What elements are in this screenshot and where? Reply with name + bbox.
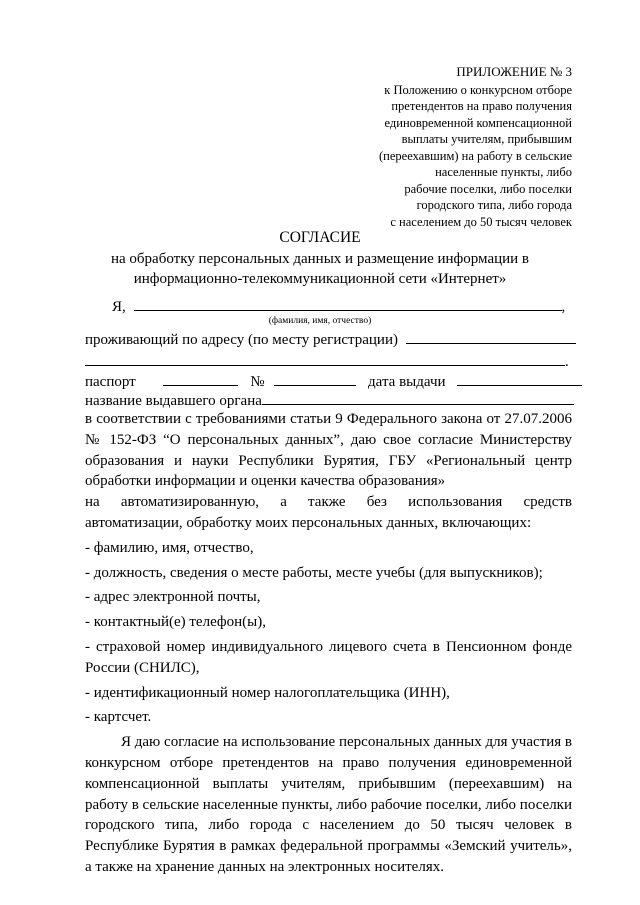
name-caption: (фамилия, имя, отчество): [268, 316, 372, 326]
passport-number-label: №: [250, 374, 265, 390]
name-prefix: Я,: [112, 299, 126, 315]
document-subtitle-line: информационно-телекоммуникационной сети «Интернет»: [133, 271, 507, 287]
passport-series-field[interactable]: [163, 372, 238, 386]
appendix-heading: ПРИЛОЖЕНИЕ № 3: [456, 64, 572, 79]
address-field[interactable]: [406, 330, 576, 344]
list-item: - контактный(е) телефон(ы),: [85, 614, 266, 631]
consent-paragraph: Я даю согласие на использование персональных данных для участия в конкурсном отборе претендентов на право получения единовременной компенсационной выплаты учителям, прибывшим (переехавшим) на работу в сельские населенные пункты, либо рабочие поселки, либо поселки городского типа, либо города с населением до 50 тысяч человек в Республике Бурятия в рамках федеральной программы «Земский учитель», а также на хранение данных на электронных носителях.: [85, 734, 572, 875]
appendix-line: с населением до 50 тысяч человек: [390, 214, 572, 229]
list-item: - страховой номер индивидуального лицевого счета в Пенсионном фонде России (СНИЛС),: [85, 638, 572, 676]
list-item: - фамилию, имя, отчество,: [85, 539, 254, 556]
address-line-2: [85, 352, 572, 371]
appendix-header: [379, 64, 572, 230]
list-item: - идентификационный номер налогоплательщика (ИНН),: [85, 684, 450, 701]
passport-line: [85, 372, 572, 391]
passport-number-field[interactable]: [274, 372, 356, 386]
name-suffix: ,: [561, 299, 566, 315]
address-field-continued[interactable]: [85, 352, 565, 366]
legal-basis-paragraph: в соответствии с требованиями статьи 9 Федерального закона от 27.07.2006 № 152-ФЗ “О персональных данных”, даю свое согласие Министерству образования и науки Республики Бурятия, ГБУ «Региональный центр обработки информации и оценки качества образования»: [85, 411, 572, 490]
address-label: проживающий по адресу (по месту регистрации): [85, 332, 398, 348]
appendix-line: единовременной компенсационной: [384, 115, 572, 130]
appendix-line: населенные пункты, либо: [435, 165, 572, 179]
list-item: - картсчет.: [85, 709, 152, 726]
appendix-line: выплаты учителям, прибывшим: [401, 132, 572, 146]
appendix-line: к Положению о конкурсном отборе: [384, 82, 572, 97]
appendix-line: (переехавшим) на работу в сельские: [379, 148, 572, 163]
personal-data-list: [85, 538, 572, 728]
issue-date-label: дата выдачи: [368, 374, 446, 390]
address-line: [85, 330, 572, 349]
appendix-line: городского типа, либо города: [416, 198, 572, 212]
list-item: - адрес электронной почты,: [85, 589, 261, 606]
processing-paragraph-line2: автоматизации, обработку моих персональных данных, включающих:: [85, 514, 532, 531]
address-end: .: [565, 354, 569, 370]
document-title: СОГЛАСИЕ: [279, 229, 361, 246]
issuer-line: [85, 391, 572, 410]
name-field[interactable]: [134, 297, 562, 311]
processing-paragraph-line1: на автоматизированную, а также без использования средств: [85, 494, 572, 511]
name-line: [112, 297, 572, 316]
issuer-label: название выдавшего органа: [85, 393, 262, 409]
issue-date-field[interactable]: [457, 372, 582, 386]
list-item: - должность, сведения о месте работы, месте учебы (для выпускников);: [85, 564, 543, 581]
document-title-block: [0, 228, 640, 289]
issuer-field[interactable]: [262, 391, 574, 405]
passport-label: паспорт: [85, 374, 136, 390]
appendix-line: рабочие поселки, либо поселки: [404, 181, 572, 196]
consent-body: [85, 409, 572, 878]
document-subtitle-line: на обработку персональных данных и размещение информации в: [110, 251, 530, 267]
appendix-line: претендентов на право получения: [391, 99, 572, 113]
